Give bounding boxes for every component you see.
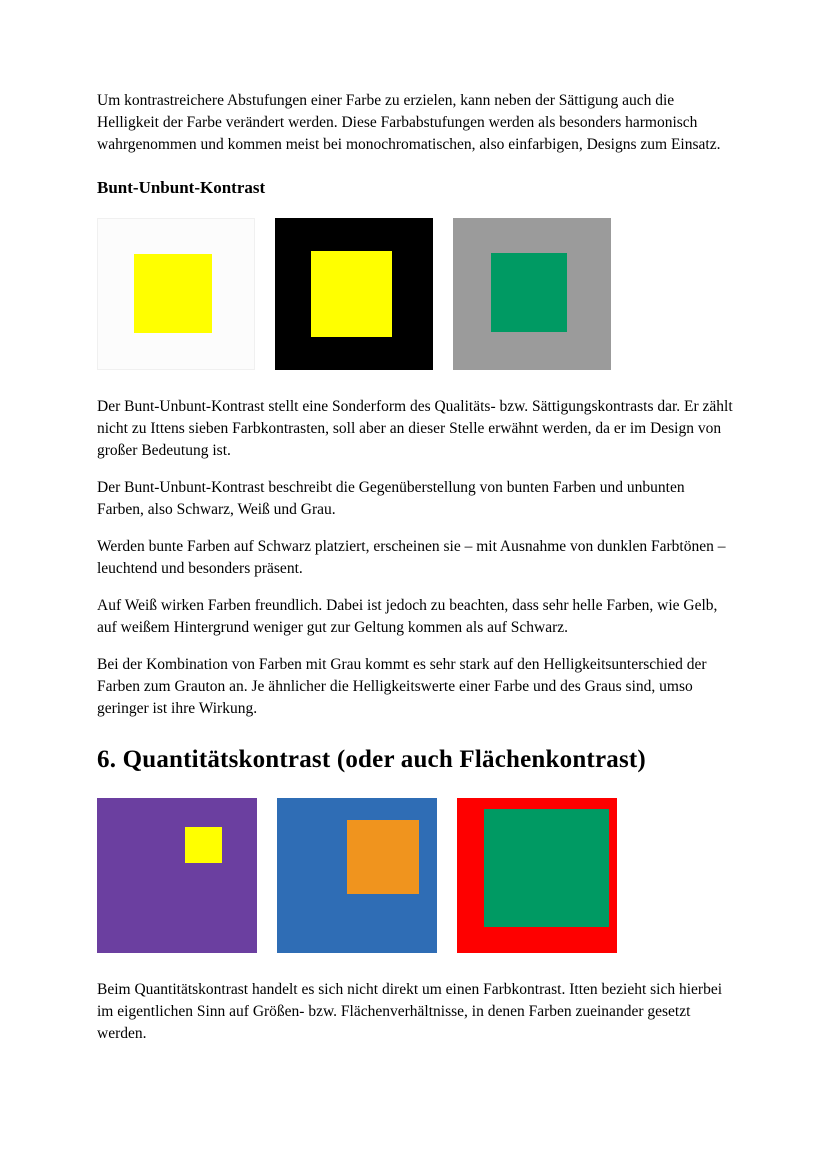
inner-square-orange — [347, 820, 419, 894]
swatch-yellow-on-white — [97, 218, 255, 370]
inner-square-yellow — [311, 251, 392, 336]
swatch-green-on-red — [457, 798, 617, 953]
paragraph-schwarz: Werden bunte Farben auf Schwarz platziert, erscheinen sie – mit Ausnahme von dunklen Farbtönen – leuchtend und besonders präsent. — [97, 538, 726, 577]
swatch-row-bunt-unbunt — [97, 218, 733, 370]
section-heading-bunt-unbunt: Bunt-Unbunt-Kontrast — [97, 178, 266, 197]
inner-square-yellow-small — [185, 827, 222, 863]
inner-square-green — [491, 253, 567, 332]
paragraph-sonderform: Der Bunt-Unbunt-Kontrast stellt eine Sonderform des Qualitäts- bzw. Sättigungskontrasts dar. Er zählt nicht zu Ittens sieben Farbkontrasten, soll aber an dieser Stelle erwähnt werden, da er im Design von großer Bedeutung ist. — [97, 398, 733, 459]
paragraph-quantitaetskontrast: Beim Quantitätskontrast handelt es sich nicht direkt um einen Farbkontrast. Itten bezieht sich hierbei im eigentlichen Sinn auf Größen- bzw. Flächenverhältnisse, in denen Farben zueinander gesetzt werden. — [97, 981, 723, 1042]
paragraph-grau: Bei der Kombination von Farben mit Grau kommt es sehr stark auf den Helligkeitsunterschied der Farben zum Grauton an. Je ähnlicher die Helligkeitswerte einer Farbe und des Graus sind, umso geringer ist ihre Wirkung. — [97, 656, 707, 717]
swatch-orange-on-blue — [277, 798, 437, 953]
swatch-yellow-on-black — [275, 218, 433, 370]
swatch-row-quantitaetskontrast — [97, 798, 733, 953]
section-heading-quantitaetskontrast: 6. Quantitätskontrast (oder auch Flächenkontrast) — [97, 746, 646, 773]
inner-square-green-large — [484, 809, 609, 927]
inner-square-yellow — [134, 254, 212, 334]
paragraph-gegenueberstellung: Der Bunt-Unbunt-Kontrast beschreibt die Gegenüberstellung von bunten Farben und unbunten Farben, also Schwarz, Weiß und Grau. — [97, 479, 685, 518]
intro-paragraph: Um kontrastreichere Abstufungen einer Farbe zu erzielen, kann neben der Sättigung auch die Helligkeit der Farbe verändert werden. Diese Farbabstufungen werden als besonders harmonisch wahrgenommen und kommen meist bei monochromatischen, also einfarbigen, Designs zum Einsatz. — [97, 92, 721, 153]
swatch-yellow-on-purple — [97, 798, 257, 953]
paragraph-weiss: Auf Weiß wirken Farben freundlich. Dabei ist jedoch zu beachten, dass sehr helle Farben, wie Gelb, auf weißem Hintergrund weniger gut zur Geltung kommen als auf Schwarz. — [97, 597, 718, 636]
swatch-green-on-gray — [453, 218, 611, 370]
